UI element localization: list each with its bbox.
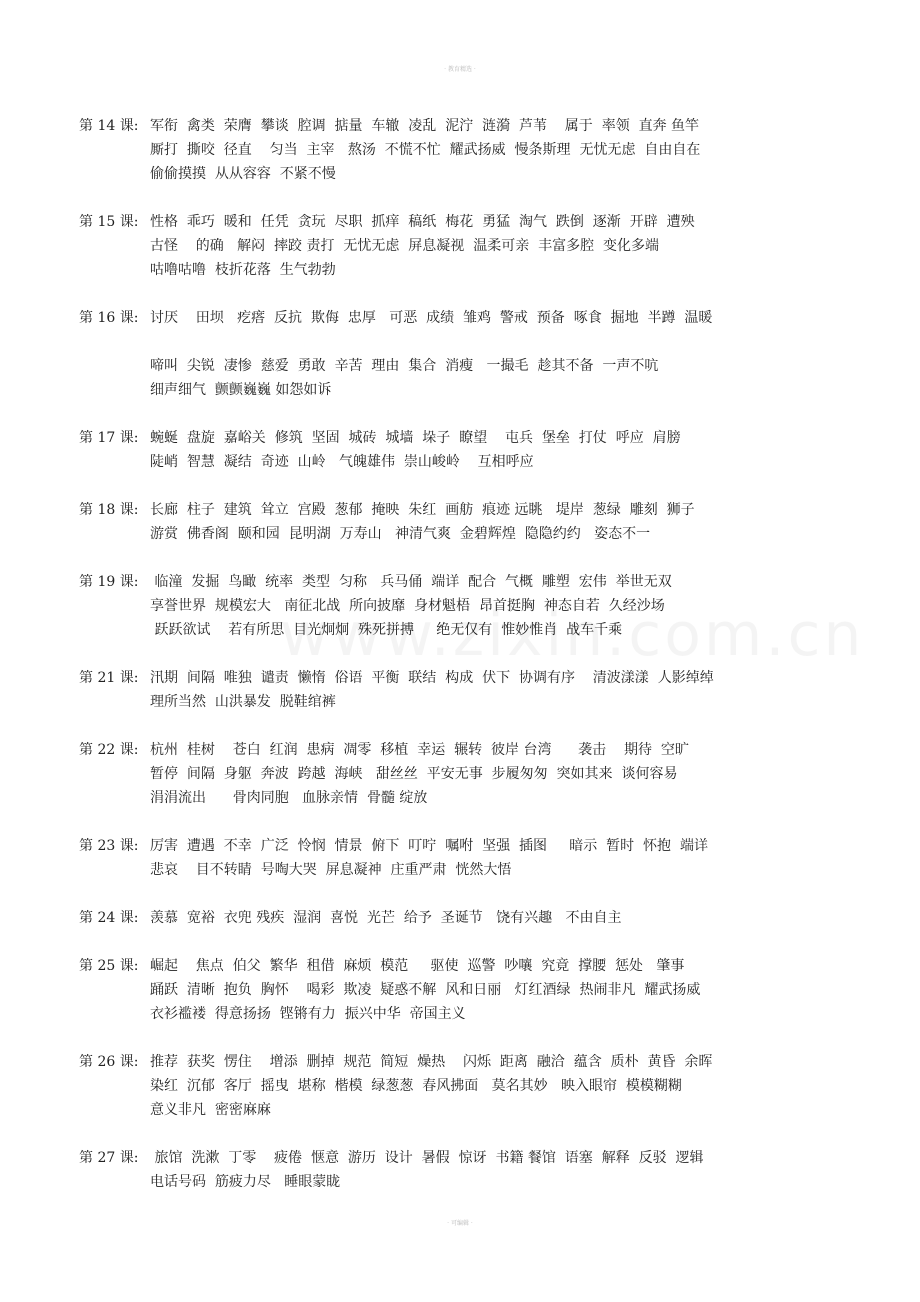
vocab-lines (150, 426, 809, 474)
vocab-line: 羡慕 宽裕 衣兜 残疾 湿润 喜悦 光芒 给予 圣诞节 饶有兴趣 不由自主 (150, 910, 622, 926)
lesson-block (79, 954, 809, 1026)
lesson-block (79, 666, 809, 714)
vocab-line (150, 330, 809, 354)
lesson-label: 第 25 课: (79, 958, 139, 974)
vocab-line: 理所当然 山洪暴发 脱鞋绾裤 (150, 694, 336, 710)
lesson-block (79, 1050, 809, 1122)
lesson-block (79, 426, 809, 474)
vocab-line: 崛起 焦点 伯父 繁华 租借 麻烦 模范 驱使 巡警 吵嚷 究竟 撑腰 惩处 肇事 (150, 958, 685, 974)
lesson-label: 第 22 课: (79, 742, 139, 758)
vocab-lines (150, 954, 809, 1026)
lesson-label: 第 21 课: (79, 670, 139, 686)
lesson-block (79, 906, 809, 930)
vocab-line: 细声细气 颤颤巍巍 如怨如诉 (150, 382, 332, 398)
lesson-label: 第 26 课: (79, 1054, 139, 1070)
vocab-line: 推荐 获奖 愣住 增添 删掉 规范 简短 燥热 闪烁 距离 融洽 蕴含 质朴 黄昏 余晖 (150, 1054, 713, 1070)
vocab-line: 讨厌 田坝 疙瘩 反抗 欺侮 忠厚 可恶 成绩 雏鸡 警戒 预备 啄食 掘地 半蹲 温暖 (150, 310, 713, 326)
vocab-line: 享誉世界 规模宏大 南征北战 所向披靡 身材魁梧 昂首挺胸 神态自若 久经沙场 (150, 598, 665, 614)
lesson-label: 第 24 课: (79, 910, 139, 926)
lesson-block (79, 570, 809, 642)
vocab-line: 临潼 发掘 鸟瞰 统率 类型 匀称 兵马俑 端详 配合 气概 雕塑 宏伟 举世无双 (150, 574, 672, 590)
vocab-line: 蜿蜒 盘旋 嘉峪关 修筑 坚固 城砖 城墙 垛子 瞭望 屯兵 堡垒 打仗 呼应 肩膀 (150, 430, 681, 446)
page-header: · 教育精选 · (444, 66, 476, 73)
vocab-lines (150, 906, 809, 930)
lesson-label: 第 18 课: (79, 502, 139, 518)
lesson-label: 第 27 课: (79, 1150, 139, 1166)
vocab-line: 杭州 桂树 苍白 红润 患病 凋零 移植 幸运 辗转 彼岸 台湾 袭击 期待 空旷 (150, 742, 689, 758)
vocab-lines (150, 306, 809, 402)
vocab-line: 厮打 撕咬 径直 匀当 主宰 熬汤 不慌不忙 耀武扬威 慢条斯理 无忧无虑 自由自在 (150, 142, 701, 158)
vocab-line: 咕噜咕噜 枝折花落 生气勃勃 (150, 262, 336, 278)
vocab-line: 啼叫 尖锐 凄惨 慈爱 勇敢 辛苦 理由 集合 消瘦 一撮毛 趁其不备 一声不吭 (150, 358, 659, 374)
vocab-line: 染红 沉郁 客厅 摇曳 堪称 楷模 绿葱葱 春风拂面 莫名其妙 映入眼帘 模模糊糊 (150, 1078, 682, 1094)
vocab-line: 军衔 禽类 荣膺 攀谈 腔调 掂量 车辙 凌乱 泥泞 涟漪 芦苇 属于 率领 直奔 鱼竿 (150, 118, 700, 134)
vocab-lines (150, 738, 809, 810)
lesson-label: 第 14 课: (79, 118, 139, 134)
lesson-block (79, 114, 809, 186)
vocab-line: 衣衫褴褛 得意扬扬 铿锵有力 振兴中华 帝国主义 (150, 1006, 466, 1022)
vocab-line: 游赏 佛香阁 颐和园 昆明湖 万寿山 神清气爽 金碧辉煌 隐隐约约 姿态不一 (150, 526, 651, 542)
lesson-block (79, 210, 809, 282)
vocab-line: 陡峭 智慧 凝结 奇迹 山岭 气魄雄伟 崇山峻岭 互相呼应 (150, 454, 534, 470)
vocab-line: 暂停 间隔 身躯 奔波 跨越 海峡 甜丝丝 平安无事 步履匆匆 突如其来 谈何容易 (150, 766, 678, 782)
vocab-lines (150, 666, 809, 714)
vocab-line: 汛期 间隔 唯独 谴责 懒惰 俗语 平衡 联结 构成 伏下 协调有序 清波漾漾 人影绰绰 (150, 670, 714, 686)
vocab-lines (150, 1146, 809, 1194)
vocab-lines (150, 570, 809, 642)
lesson-label: 第 19 课: (79, 574, 139, 590)
vocab-line: 意义非凡 密密麻麻 (150, 1102, 271, 1118)
lesson-label: 第 15 课: (79, 214, 139, 230)
vocab-line: 电话号码 筋疲力尽 睡眼蒙眬 (150, 1174, 341, 1190)
lesson-label: 第 17 课: (79, 430, 139, 446)
vocab-line: 厉害 遭遇 不幸 广泛 怜悯 情景 俯下 叮咛 嘱咐 坚强 插图 暗示 暂时 怀抱 端详 (150, 838, 708, 854)
vocab-line: 涓涓流出 骨肉同胞 血脉亲情 骨髓 绽放 (150, 790, 428, 806)
vocab-lines (150, 834, 809, 882)
vocab-line: 性格 乖巧 暖和 任凭 贪玩 尽职 抓痒 稿纸 梅花 勇猛 淘气 跌倒 逐渐 开辟 遭殃 (150, 214, 695, 230)
vocab-line: 悲哀 目不转睛 号啕大哭 屏息凝神 庄重严肃 恍然大悟 (150, 862, 512, 878)
vocab-lines (150, 210, 809, 282)
page-footer: · 可编辑 · (447, 1220, 473, 1227)
vocab-line: 偷偷摸摸 从从容容 不紧不慢 (150, 166, 336, 182)
lesson-block (79, 306, 809, 402)
lesson-block (79, 738, 809, 810)
vocab-lines (150, 114, 809, 186)
vocab-lines (150, 1050, 809, 1122)
vocab-line: 踊跃 清晰 抱负 胸怀 喝彩 欺凌 疑惑不解 风和日丽 灯红酒绿 热闹非凡 耀武扬威 (150, 982, 701, 998)
lesson-label: 第 23 课: (79, 838, 139, 854)
vocab-line: 古怪 的确 解闷 摔跤 责打 无忧无虑 屏息凝视 温柔可亲 丰富多腔 变化多端 (150, 238, 660, 254)
lesson-block (79, 834, 809, 882)
vocab-line: 旅馆 洗漱 丁零 疲倦 惬意 游历 设计 暑假 惊讶 书籍 餐馆 语塞 解释 反驳 逻辑 (150, 1150, 704, 1166)
lesson-block (79, 1146, 809, 1194)
lesson-label: 第 16 课: (79, 310, 139, 326)
vocab-line: 跃跃欲试 若有所思 目光炯炯 殊死拼搏 绝无仅有 惟妙惟肖 战车千乘 (150, 622, 623, 638)
vocab-lines (150, 498, 809, 546)
lesson-block (79, 498, 809, 546)
vocab-line: 长廊 柱子 建筑 耸立 宫殿 葱郁 掩映 朱红 画舫 痕迹 远眺 堤岸 葱绿 雕刻 狮子 (150, 502, 695, 518)
